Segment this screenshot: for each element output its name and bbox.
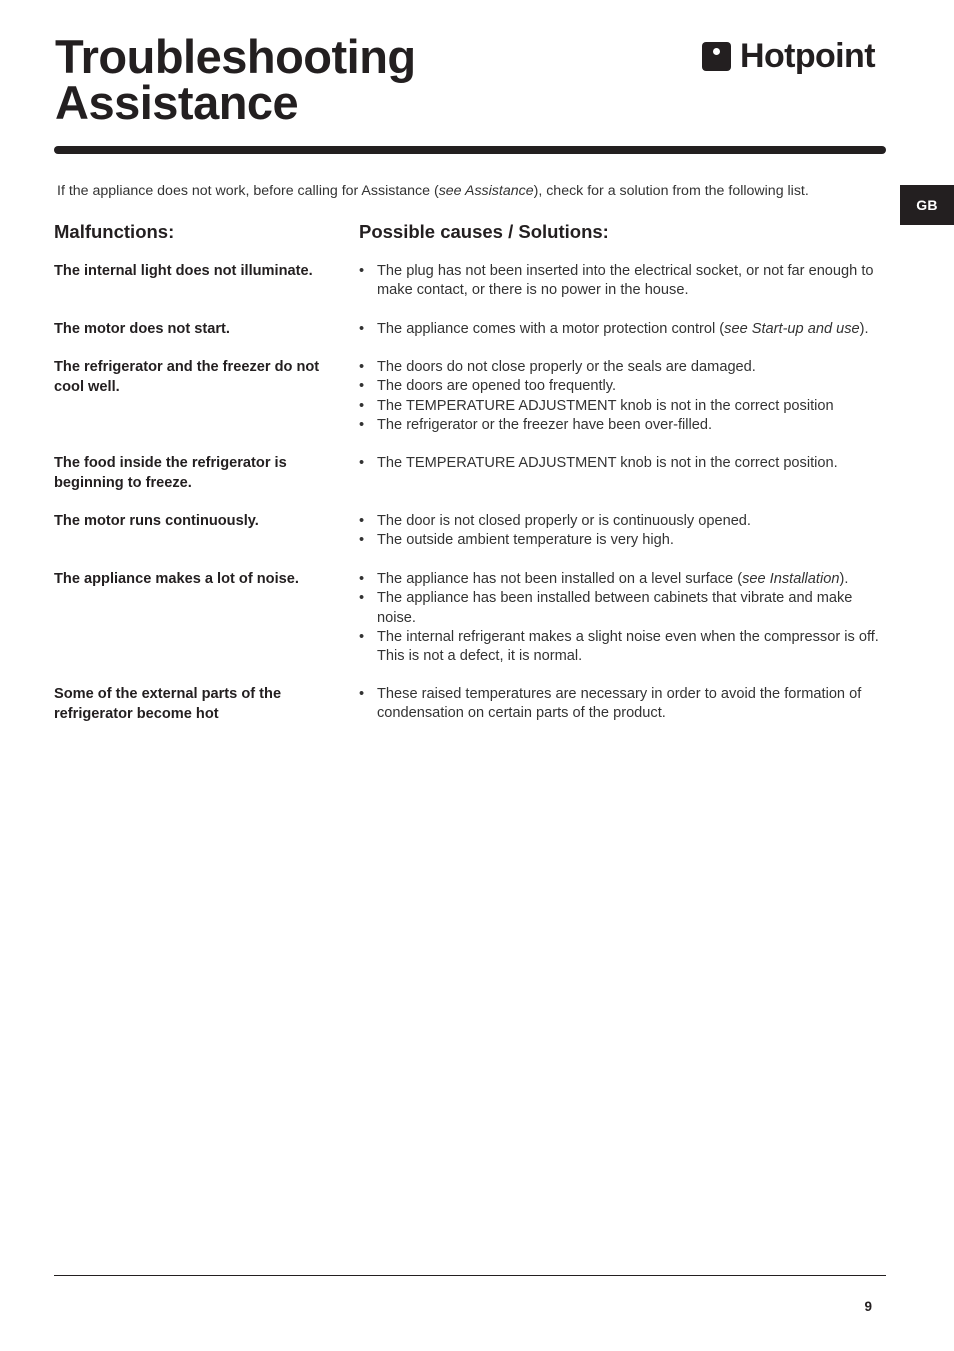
cause-list — [359, 685, 879, 724]
page-number: 9 — [864, 1299, 872, 1314]
cause-list — [359, 570, 879, 666]
cause-reference: see Installation — [742, 571, 840, 587]
cause-item: • The doors do not close properly or the seals are damaged. — [359, 358, 879, 377]
header-divider — [54, 146, 886, 154]
cause-item: • The appliance has not been installed on a level surface (see Installation). — [359, 570, 879, 589]
malfunction-label: The internal light does not illuminate. — [54, 263, 313, 279]
title-line-2: Assistance — [55, 76, 299, 129]
cause-item: • The door is not closed properly or is continuously opened. — [359, 512, 879, 531]
cause-list — [359, 512, 879, 551]
brand-logo — [702, 38, 875, 74]
footer-divider — [54, 1275, 886, 1276]
malfunction-label: The food inside the refrigerator is beginning to freeze. — [54, 455, 287, 491]
malfunctions-heading: Malfunctions: — [54, 221, 175, 242]
cause-item: • The doors are opened too frequently. — [359, 377, 879, 396]
cause-item: • The TEMPERATURE ADJUSTMENT knob is not in the correct position. — [359, 454, 879, 473]
cause-item: • The outside ambient temperature is very high. — [359, 531, 879, 550]
cause-list — [359, 320, 879, 339]
title-line-1: Troubleshooting — [55, 30, 416, 83]
cause-item: • The refrigerator or the freezer have been over-filled. — [359, 416, 879, 435]
cause-item: • The internal refrigerant makes a slight noise even when the compressor is off. This is not a defect, it is normal. — [359, 628, 879, 667]
hotpoint-mark-icon — [702, 42, 731, 71]
cause-item: • The appliance comes with a motor protection control (see Start-up and use). — [359, 320, 879, 339]
cause-list — [359, 262, 879, 301]
intro-reference: see Assistance — [438, 183, 534, 199]
cause-list — [359, 454, 879, 473]
brand-name: Hotpoint — [740, 37, 875, 75]
malfunction-label: The refrigerator and the freezer do not cool well. — [54, 359, 320, 395]
page-title — [55, 30, 655, 129]
malfunction-label: The appliance makes a lot of noise. — [54, 571, 299, 587]
causes-heading: Possible causes / Solutions: — [359, 221, 609, 242]
cause-item: • The appliance has been installed between cabinets that vibrate and make noise. — [359, 589, 879, 628]
cause-list — [359, 358, 879, 435]
cause-item: • These raised temperatures are necessary in order to avoid the formation of condensation on certain parts of the product. — [359, 685, 879, 724]
intro-text: If the appliance does not work, before calling for Assistance (see Assistance), check for a solution from the following list. — [57, 183, 809, 199]
cause-item: • The TEMPERATURE ADJUSTMENT knob is not in the correct position — [359, 397, 879, 416]
malfunction-label: The motor runs continuously. — [54, 513, 259, 529]
language-tab: GB — [900, 185, 954, 225]
malfunction-label: The motor does not start. — [54, 321, 230, 337]
malfunction-label: Some of the external parts of the refrigerator become hot — [54, 686, 282, 722]
cause-item: • The plug has not been inserted into the electrical socket, or not far enough to make contact, or there is no power in the house. — [359, 262, 879, 301]
cause-reference: see Start-up and use — [724, 321, 860, 337]
